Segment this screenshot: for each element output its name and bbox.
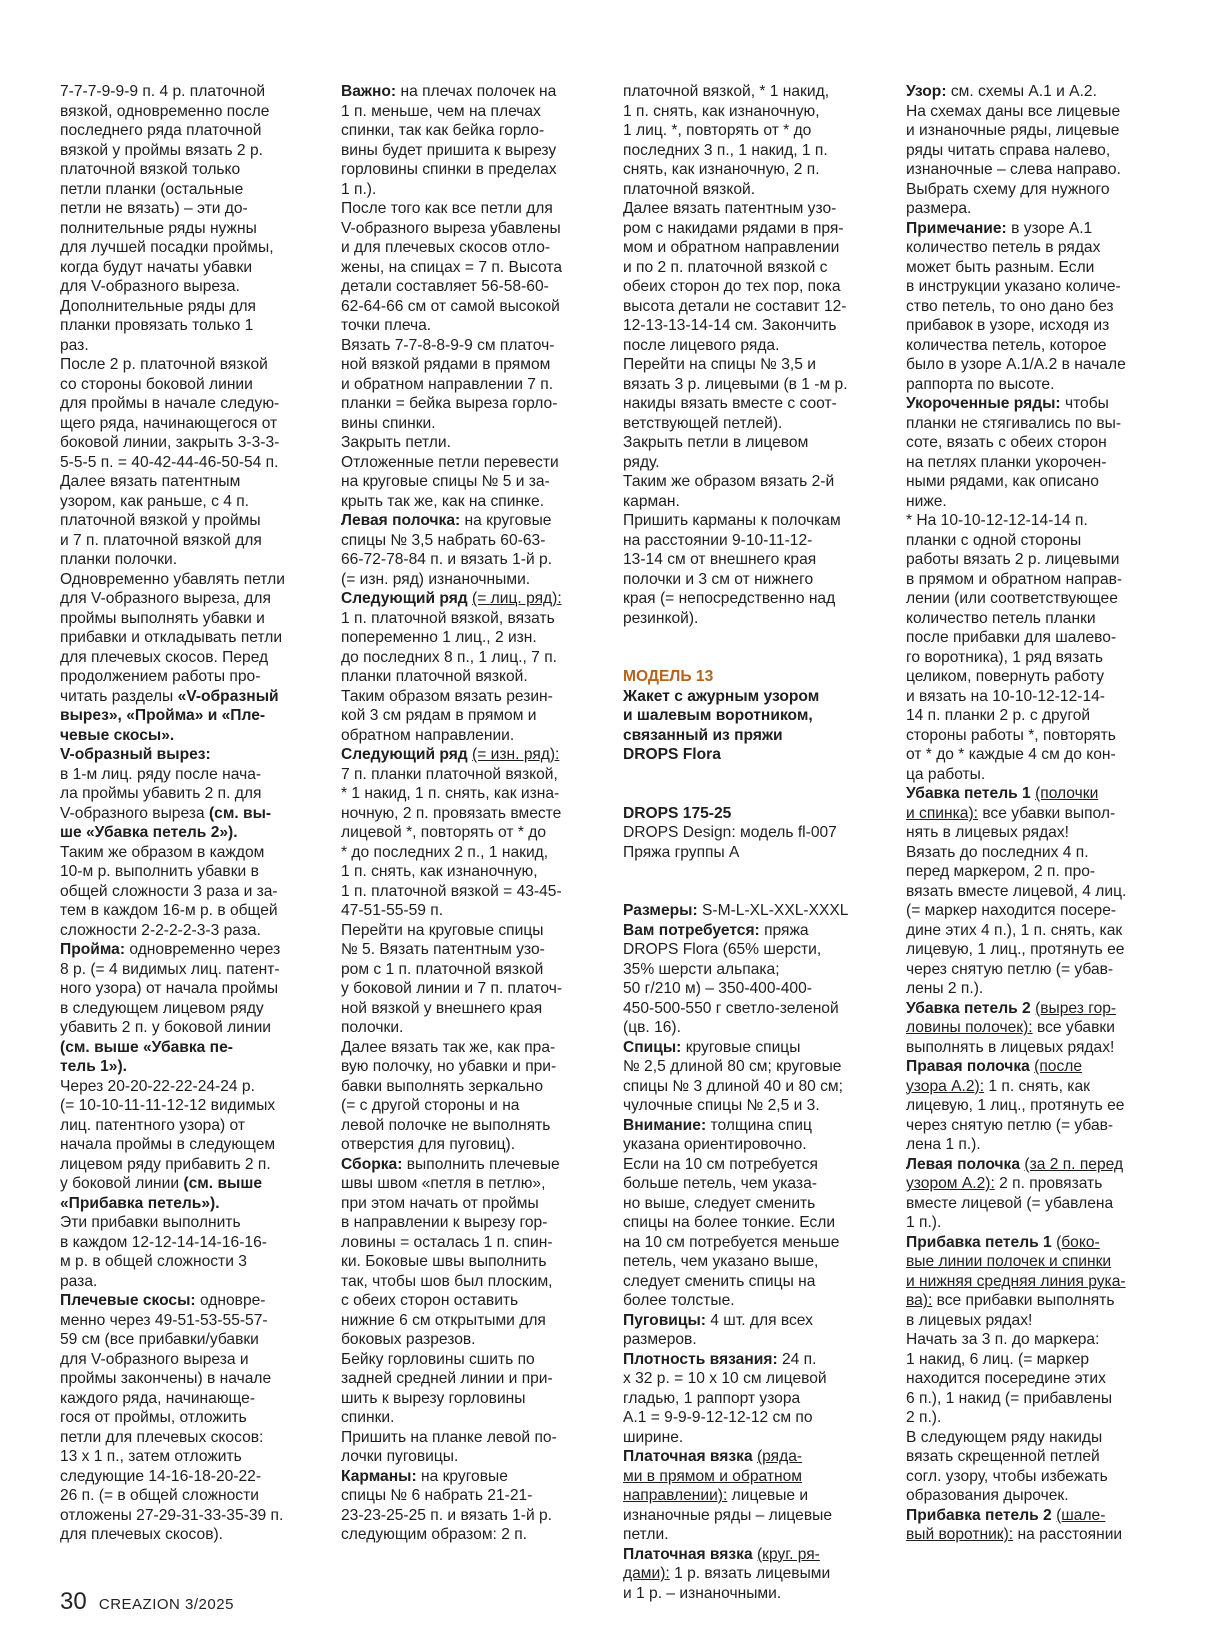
text-run: все убавки выполнять в лицевых рядах! xyxy=(906,1019,1115,1056)
text-run: лицевые и изнаночные ряды – лицевые петли. xyxy=(623,1487,833,1543)
bold-run: Карманы: xyxy=(341,1467,417,1485)
text-column-2 xyxy=(341,82,599,1545)
text-run: DROPS Design: модель fl-007 Пряжа группы А xyxy=(623,824,837,861)
underlined-run: (ряда- ми в прямом и обратном направлении): xyxy=(623,1448,803,1504)
underlined-run: (круг. ря- дами): xyxy=(623,1545,820,1582)
paragraph-gap xyxy=(623,765,881,785)
underlined-run: (за 2 п. перед узором А.2): xyxy=(906,1155,1124,1192)
bold-run: Жакет с ажурным узором и шалевым воротником, связанный из пряжи DROPS Flora xyxy=(623,687,820,763)
text-column-4 xyxy=(906,82,1164,1545)
page-footer xyxy=(60,1590,234,1617)
bold-run: Внимание: xyxy=(623,1116,707,1134)
text-run: 1 р. вязать лицевыми и 1 р. – изнаночными. xyxy=(623,1565,831,1602)
underlined-run: (боко- вые линии полочек и спинки и нижняя средняя линия рука- ва): xyxy=(906,1233,1126,1309)
text-run: одновре- менно через 49-51-53-55-57- 59 см (все прибавки/убавки для V-образного выреза и проймы закончены) в начале каждого ряда, начинающе- гося от проймы, отложить петли для плечевых скосов: 13 х 1 п., затем отложить следующие 14-16-18-20-22- 26 п. (= в общей сложности отложены 27-29-31-33-35-39 п. для плечевых скосов). xyxy=(60,1292,284,1543)
bold-run: Правая полочка xyxy=(906,1058,1030,1075)
text-run: пряжа DROPS Flora (65% шерсти, 35% шерсти альпака; 50 г/210 м) – 350-400-400- 450-500-550 г светло-зеленой (цв. 16). xyxy=(623,921,839,1036)
bold-run: Вам потребуется: xyxy=(623,921,760,939)
underlined-run: (= лиц. ряд): xyxy=(472,590,562,607)
text-run: все убавки выпол- нять в лицевых рядах! Вязать до последних 4 п. перед маркером, 2 п. про- вязать вместе лицевой, 4 лиц. (= маркер находится посере- дине этих 4 п.), 1 п. снять, как лицевую, 1 лиц., протянуть ее через снятую петлю (= убав- лены 2 п.). xyxy=(906,804,1127,997)
page-number: 30 xyxy=(60,1588,87,1615)
bold-run: Следующий ряд xyxy=(341,746,468,763)
paragraph-gap xyxy=(623,628,881,648)
text-run: S-M-L-XL-XXL-XXXL xyxy=(702,902,849,919)
bold-run: Прибавка петель 1 xyxy=(906,1233,1052,1251)
underlined-run: (= изн. ряд): xyxy=(472,746,560,763)
text-run: на расстоянии xyxy=(1013,1526,1123,1543)
text-run: 24 п. х 32 р. = 10 х 10 см лицевой гладью, 1 раппорт узора А.1 = 9-9-9-12-12-12 см по ширине. xyxy=(623,1350,827,1446)
text-run: Эти прибавки выполнить в каждом 12-12-14-14-16-16- м р. в общей сложности 3 раза. xyxy=(60,1214,267,1290)
bold-run: Сборка: xyxy=(341,1155,403,1173)
text-run: круговые спицы № 2,5 длиной 80 см; круговые спицы № 3 длиной 40 и 80 см; чулочные спицы № 2,5 и 3. xyxy=(623,1038,843,1114)
bold-run: Убавка петель 2 xyxy=(906,999,1031,1017)
magazine-issue: CREAZION 3/2025 xyxy=(98,1596,234,1613)
paragraph-gap xyxy=(623,862,881,882)
text-run: на плечах полочек на 1 п. меньше, чем на плечах спинки, так как бейка горло- вины будет пришита к вырезу горловины спинки в пределах 1 п.). После того как все петли для V-образного выреза убавлены и для плечевых скосов отло- жены, на спицах = 7 п. Высота детали составляет 56-58-60- 62-64-66 см от самой высокой точки плеча. Вязать 7-7-8-8-9-9 см платоч- ной вязкой рядами в прямом и обратном направлении 7 п. планки = бейка выреза горло- вины спинки. Закрыть петли. Отложенные петли перевести на круговые спицы № 5 и за- крыть так же, как на спинке. xyxy=(341,83,562,510)
text-run: в узоре А.1 количество петель в рядах может быть разным. Если в инструкции указано количе- ство петель, то оно дано без прибавок в узоре, исходя из количества петель, которое было в узоре А.1/А.2 в начале раппорта по высоте. xyxy=(906,219,1126,393)
bold-run: (см. вы- ше «Убавка петель 2»). xyxy=(60,804,272,841)
text-run: 7 п. планки платочной вязкой, * 1 накид, 1 п. снять, как изна- ночную, 2 п. провязать вместе лицевой *, повторять от * до * до последних 2 п., 1 накид, 1 п. снять, как изнаночную, 1 п. платочной вязкой = 43-45- 47-51-55-59 п. Перейти на круговые спицы № 5. Вязать патентным узо- ром с 1 п. платочной вязкой у боковой линии и 7 п. платоч- ной вязкой у внешнего края полочки. Далее вязать так же, как пра- вую полочку, но убавки и при- бавки выполнять зеркально (= с другой стороны и на левой полочке не выполнять отверстия для пуговиц). xyxy=(341,765,563,1153)
text-run: платочной вязкой, * 1 накид, 1 п. снять, как изнаночную, 1 лиц. *, повторять от * до последних 3 п., 1 накид, 1 п. снять, как изнаночную, 2 п. платочной вязкой. Далее вязать патентным узо- ром с накидами рядами в пря- мом и обратном направлении и по 2 п. платочной вязкой с обеих сторон до тех пор, пока высота детали не составит 12- 12-13-13-14-14 см. Закончить после лицевого ряда. Перейти на спицы № 3,5 и вязать 3 р. лицевыми (в 1 -м р. накиды вязать вместе с соот- ветствующей петлей). Закрыть петли в лицевом ряду. Таким же образом вязать 2-й карман. Пришить карманы к полочкам на расстоянии 9-10-11-12- 13-14 см от внешнего края полочки и 3 см от нижнего края (= непосредственно над резинкой). xyxy=(623,83,848,627)
text-run: 4 шт. для всех размеров. xyxy=(623,1311,813,1348)
text-run: 2 п. провязать вместе лицевой (= убавлена 1 п.). xyxy=(906,1175,1114,1231)
text-run: одновременно через 8 р. (= 4 видимых лиц. патент- ного узора) от начала проймы в следующем лицевом ряду убавить 2 п. у боковой линии xyxy=(60,941,281,1036)
underlined-run: (вырез гор- ловины полочек): xyxy=(906,999,1117,1036)
text-column-3 xyxy=(623,82,881,1603)
bold-run: Убавка петель 1 xyxy=(906,785,1031,802)
underlined-run: (после узора А.2): xyxy=(906,1058,1083,1095)
text-run: на круговые спицы № 3,5 набрать 60-63- 66-72-78-84 п. и вязать 1-й р. (= изн. ряд) изнаночными. xyxy=(341,512,552,588)
bold-run: (см. выше «Прибавка петель»). xyxy=(60,1175,263,1212)
bold-run: Примечание: xyxy=(906,219,1007,237)
underlined-run: (полочки и спинка): xyxy=(906,785,1099,822)
bold-run: DROPS 175-25 xyxy=(623,804,732,822)
paragraph-gap xyxy=(623,882,881,902)
text-run: выполнить плечевые швы швом «петля в петлю», при этом начать от проймы в направлении к вырезу гор- ловины = осталась 1 п. спин- ки. Боковые швы выполнить так, чтобы шов был плоским, с обеих сторон оставить нижние 6 см открытыми для боковых разрезов. Бейку горловины сшить по задней средней линии и при- шить к вырезу горловины спинки. Пришить на планке левой по- лочки пуговицы. xyxy=(341,1155,560,1465)
bold-run: Следующий ряд xyxy=(341,590,468,607)
bold-run: Плечевые скосы: xyxy=(60,1292,196,1309)
underlined-run: (шале- вый воротник): xyxy=(906,1506,1106,1543)
text-run: 1 п. платочной вязкой, вязать попеременно 1 лиц., 2 изн. до последних 8 п., 1 лиц., 7 п. планки платочной вязкой. Таким образом вязать резин- кой 3 см рядам в прямом и обратном направлении. xyxy=(341,609,557,744)
text-run: в 1-м лиц. ряду после нача- ла проймы убавить 2 п. для V-образного выреза xyxy=(60,765,262,822)
bold-run: Платочная вязка xyxy=(623,1545,753,1563)
text-run: на круговые спицы № 6 набрать 21-21- 23-23-25-25 п. и вязать 1-й р. следующим образом: 2 п. xyxy=(341,1467,552,1543)
bold-run: Важно: xyxy=(341,83,397,100)
bold-run: Платочная вязка xyxy=(623,1448,753,1465)
paragraph-gap xyxy=(623,784,881,804)
bold-run: Левая полочка: xyxy=(341,512,461,529)
text-column-1 xyxy=(60,82,318,1545)
bold-run: Прибавка петель 2 xyxy=(906,1506,1052,1524)
bold-run: V-образный вырез: xyxy=(60,746,211,763)
bold-run: Плотность вязания: xyxy=(623,1350,778,1368)
bold-run: Пуговицы: xyxy=(623,1311,706,1329)
bold-run: Укороченные ряды: xyxy=(906,395,1061,412)
bold-run: Узор: xyxy=(906,83,947,100)
text-run: чтобы планки не стягивались по вы- соте, вязать с обеих сторон на петлях планки укорочен- ными рядами, как описано ниже. * На 10-10-12-12-14-14 п. планки с одной стороны работы вязать 2 р. лицевыми в прямом и обратном направ- лении (или соответствующее количество петель планки после прибавки для шалево- го воротника), 1 ряд вязать целиком, повернуть работу и вязать на 10-10-12-12-14- 14 п. планки 2 р. с другой стороны работы *, повторять от * до * каждые 4 см до кон- ца работы. xyxy=(906,395,1123,783)
bold-run: Левая полочка xyxy=(906,1155,1021,1173)
bold-run: (см. выше «Убавка пе- тель 1»). xyxy=(60,1038,233,1075)
paragraph-gap xyxy=(623,648,881,668)
bold-run: «V-образный вырез», «Пройма» и «Пле- чевые скосы». xyxy=(60,687,279,744)
text-run: см. схемы А.1 и А.2. На схемах даны все лицевые и изнаночные ряды, лицевые ряды читать справа налево, изнаночные – слева направо. Выбрать схему для нужного размера. xyxy=(906,83,1121,217)
text-run: Через 20-20-22-22-24-24 р. (= 10-10-11-11-12-12 видимых лиц. патентного узора) от начала проймы в следующем лицевом ряду прибавить 2 п. у боковой линии xyxy=(60,1077,276,1192)
text-run: все прибавки выполнять в лицевых рядах! Начать за 3 п. до маркера: 1 накид, 6 лиц. (= маркер находится посередине этих 6 п.), 1 накид (= прибавлены 2 п.). В следующем ряду накиды вязать скрещенной петлей согл. узору, чтобы избежать образования дырочек. xyxy=(906,1292,1115,1504)
text-run: 7-7-7-9-9-9 п. 4 р. платочной вязкой, одновременно после последнего ряда платочной вязкой у проймы вязать 2 р. платочной вязкой только петли планки (остальные петли не вязать) – эти до- полнительные ряды нужны для лучшей посадки проймы, когда будут начаты убавки для V-образного выреза. Дополнительные ряды для планки провязать только 1 раз. После 2 р. платочной вязкой со стороны боковой линии для проймы в начале следую- щего ряда, начинающегося от боковой линии, закрыть 3-3-3- 5-5-5 п. = 40-42-44-46-50-54 п. Далее вязать патентным узором, как раньше, с 4 п. платочной вязкой у проймы и 7 п. платочной вязкой для планки полочки. Одновременно убавлять петли для V-образного выреза, для проймы выполнять убавки и прибавки и откладывать петли для плечевых скосов. Перед продолжением работы про- читать разделы xyxy=(60,83,285,705)
bold-run: Пройма: xyxy=(60,941,126,958)
bold-run: Размеры: xyxy=(623,902,698,919)
text-run: 1 п. снять, как лицевую, 1 лиц., протянуть ее через снятую петлю (= убав- лена 1 п.). xyxy=(906,1077,1125,1153)
section-heading: МОДЕЛЬ 13 xyxy=(623,668,714,685)
text-run: толщина спиц указана ориентировочно. Если на 10 см потребуется больше петель, чем указа- но выше, следует сменить спицы на более тонкие. Если на 10 см потребуется меньше петель, чем указано выше, следует сменить спицы на более толстые. xyxy=(623,1116,840,1309)
text-run: Таким же образом в каждом 10-м р. выполнить убавки в общей сложности 3 раза и за- тем в каждом 16-м р. в общей сложности 2-2-2-2-3-3 раза. xyxy=(60,843,278,939)
bold-run: Спицы: xyxy=(623,1038,682,1056)
